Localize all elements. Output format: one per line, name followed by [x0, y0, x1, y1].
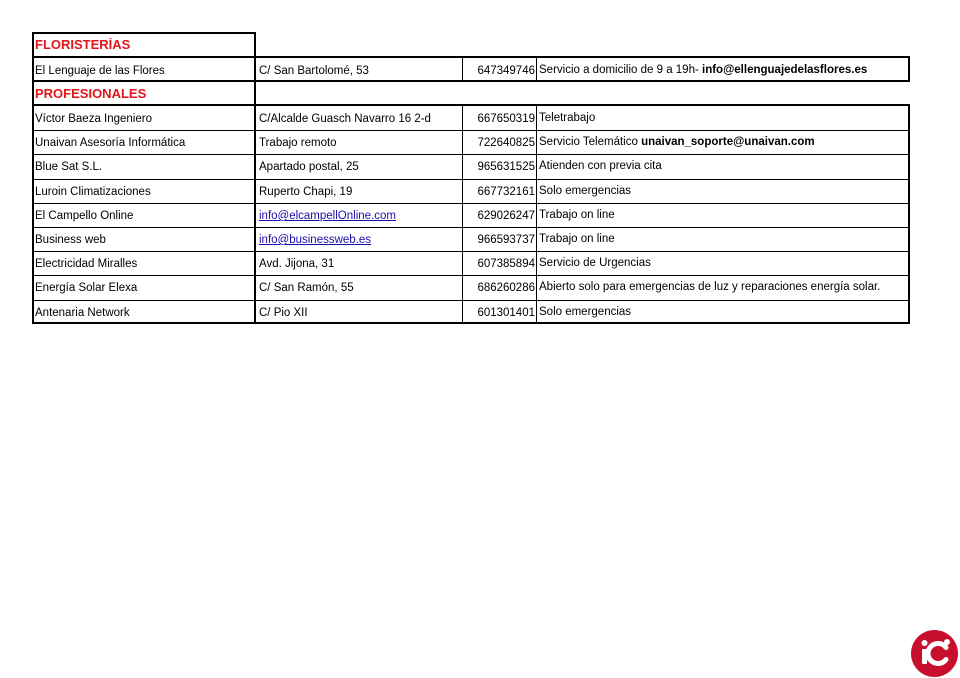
row-note-text: Solo emergencias — [539, 306, 632, 318]
grid-line — [536, 104, 537, 324]
row-name: Electricidad Miralles — [35, 258, 138, 270]
row-address: Avd. Jijona, 31 — [259, 258, 335, 270]
row-phone: 966593737 — [477, 234, 535, 246]
grid-line — [908, 104, 910, 324]
grid-line — [32, 322, 910, 324]
row-note — [537, 184, 908, 198]
grid-line — [462, 104, 463, 324]
row-note-text: Solo emergencias — [539, 185, 632, 197]
row-note — [537, 111, 908, 125]
grid-line — [32, 179, 910, 180]
grid-line — [32, 227, 910, 228]
row-phone: 965631525 — [477, 161, 535, 173]
row-address: Trabajo remoto — [259, 137, 337, 149]
row-note-text: Teletrabajo — [539, 112, 596, 124]
row-name: El Campello Online — [35, 210, 134, 222]
grid-line — [32, 32, 256, 34]
grid-line — [32, 56, 910, 58]
row-name: Energía Solar Elexa — [35, 282, 138, 294]
grid-line — [32, 275, 910, 276]
row-email-link[interactable]: info@businessweb.es — [259, 234, 372, 246]
row-note-text: Abierto solo para emergencias de luz y reparaciones energía solar. — [539, 281, 881, 293]
row-address: C/Alcalde Guasch Navarro 16 2-d — [259, 113, 431, 125]
ic-logo-icon — [911, 630, 958, 677]
grid-line — [32, 251, 910, 252]
row-note — [537, 159, 908, 173]
row-phone: 607385894 — [477, 258, 535, 270]
row-note — [537, 135, 908, 149]
grid-line — [32, 154, 910, 155]
grid-line — [254, 32, 256, 324]
directory-table — [32, 32, 910, 324]
row-phone: 722640825 — [477, 137, 535, 149]
row-note — [537, 232, 908, 246]
row-name: Business web — [35, 234, 106, 246]
row-name: Unaivan Asesoría Informática — [35, 137, 186, 149]
row-note-text: Trabajo on line — [539, 233, 615, 245]
row-note — [537, 208, 908, 222]
grid-line — [32, 130, 910, 131]
row-phone: 629026247 — [477, 210, 535, 222]
row-note-text: Atienden con previa cita — [539, 160, 662, 172]
row-note — [537, 256, 908, 270]
florist-phone: 647349746 — [477, 65, 535, 77]
row-note-text: Servicio de Urgencias — [539, 257, 651, 269]
row-note-text: Trabajo on line — [539, 209, 615, 221]
grid-line — [462, 56, 463, 80]
row-address: C/ San Ramón, 55 — [259, 282, 354, 294]
grid-line — [32, 203, 910, 204]
row-note-text: Servicio Telemático — [539, 136, 642, 148]
row-name: Víctor Baeza Ingeniero — [35, 113, 152, 125]
row-address: Apartado postal, 25 — [259, 161, 359, 173]
row-name: Antenaria Network — [35, 307, 130, 319]
grid-line — [32, 80, 910, 82]
grid-line — [32, 300, 910, 301]
section-title-floristerias: FLORISTERÍAS — [35, 38, 131, 52]
row-name: Blue Sat S.L. — [35, 161, 103, 173]
row-address: Ruperto Chapi, 19 — [259, 186, 353, 198]
row-note-email[interactable]: unaivan_soporte@unaivan.com — [641, 136, 815, 148]
florist-note — [537, 63, 910, 77]
grid-line — [908, 56, 910, 82]
row-phone: 667650319 — [477, 113, 535, 125]
row-note — [537, 280, 908, 294]
florist-name: El Lenguaje de las Flores — [35, 65, 165, 77]
florist-email[interactable]: info@ellenguajedelasflores.es — [702, 64, 868, 76]
row-note — [537, 305, 908, 319]
section-title-profesionales: PROFESIONALES — [35, 87, 147, 101]
row-phone: 667732161 — [477, 186, 535, 198]
row-address: C/ Pio XII — [259, 307, 308, 319]
row-email-link[interactable]: info@elcampellOnline.com — [259, 210, 396, 222]
row-phone: 601301401 — [477, 307, 535, 319]
florist-address: C/ San Bartolomé, 53 — [259, 65, 369, 77]
grid-line — [32, 104, 910, 106]
grid-line — [32, 32, 34, 324]
row-name: Luroin Climatizaciones — [35, 186, 151, 198]
row-phone: 686260286 — [477, 282, 535, 294]
grid-line — [536, 56, 537, 80]
florist-note-text: Servicio a domicilio de 9 a 19h- — [539, 64, 702, 76]
